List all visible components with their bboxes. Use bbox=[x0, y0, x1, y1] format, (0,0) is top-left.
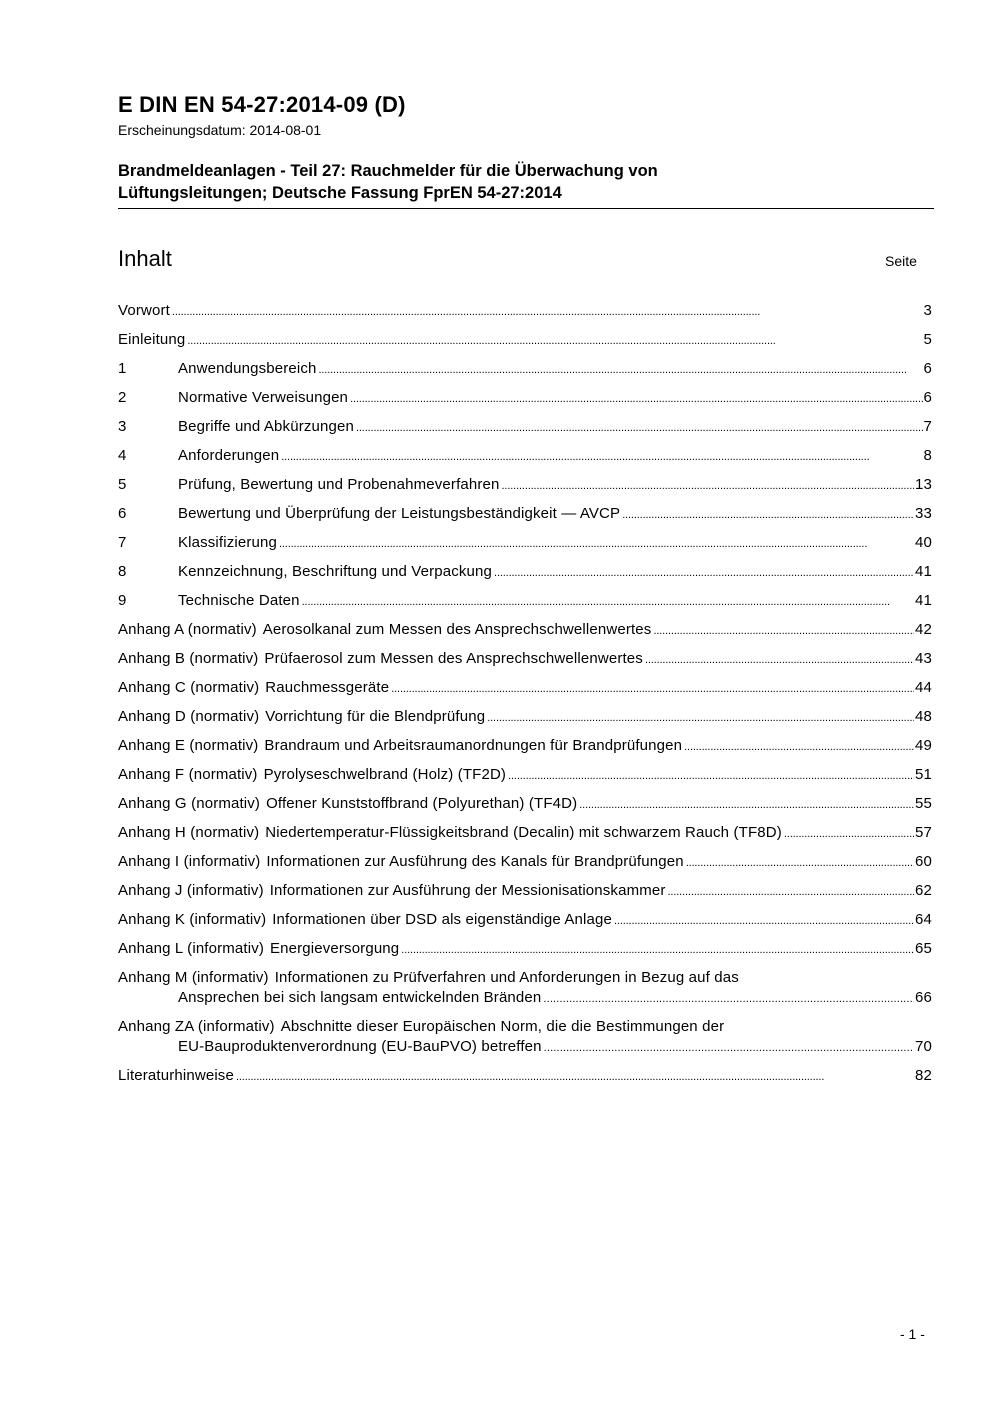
toc-entry-continuation[interactable] bbox=[118, 1037, 932, 1066]
toc-entry-text: Informationen zur Ausführung der Messionisationskammer bbox=[269, 882, 666, 899]
toc-entry-page: 64 bbox=[915, 911, 932, 928]
toc-annex-entry[interactable] bbox=[118, 823, 932, 852]
document-title-line-2: Lüftungsleitungen; Deutsche Fassung FprEN 54-27:2014 bbox=[118, 184, 562, 202]
toc-entry-text: Normative Verweisungen bbox=[178, 389, 349, 406]
toc-entry-text: Informationen zu Prüfverfahren und Anforderungen in Bezug auf das bbox=[274, 969, 739, 986]
annex-label: Anhang B (normativ) bbox=[118, 650, 259, 667]
toc-entry-text: Offener Kunststoffbrand (Polyurethan) (TF4D) bbox=[266, 795, 578, 812]
toc-entry[interactable] bbox=[118, 388, 932, 417]
toc-entry-text: Rauchmessgeräte bbox=[265, 679, 390, 696]
toc-entry-page: 44 bbox=[915, 679, 932, 696]
annex-label: Anhang D (normativ) bbox=[118, 708, 260, 725]
toc-entry-text: Kennzeichnung, Beschriftung und Verpackung bbox=[178, 563, 493, 580]
toc-entry-page: 49 bbox=[915, 737, 932, 754]
annex-label: Anhang F (normativ) bbox=[118, 766, 258, 783]
toc-annex-entry[interactable] bbox=[118, 649, 932, 678]
toc-entry-text: Technische Daten bbox=[178, 592, 300, 609]
document-title-line-1: Brandmeldeanlagen - Teil 27: Rauchmelder für die Überwachung von bbox=[118, 162, 658, 180]
dot-leader bbox=[318, 359, 922, 380]
toc-heading: Inhalt bbox=[118, 246, 172, 271]
dot-leader bbox=[686, 852, 914, 873]
toc-entry[interactable] bbox=[118, 301, 932, 330]
dot-leader bbox=[579, 794, 914, 815]
annex-label: Anhang H (normativ) bbox=[118, 824, 260, 841]
dot-leader bbox=[614, 910, 914, 931]
dot-leader bbox=[302, 591, 914, 612]
toc-entry[interactable] bbox=[118, 446, 932, 475]
toc-annex-entry[interactable] bbox=[118, 939, 932, 968]
annex-label: Anhang C (normativ) bbox=[118, 679, 260, 696]
toc-entry-text: Anwendungsbereich bbox=[178, 360, 317, 377]
toc-entry-page: 48 bbox=[915, 708, 932, 725]
toc-entry-page: 3 bbox=[923, 302, 932, 319]
toc-entry-page: 43 bbox=[915, 650, 932, 667]
toc-entry-text: Informationen über DSD als eigenständige Anlage bbox=[272, 911, 612, 928]
toc-entry[interactable] bbox=[118, 359, 932, 388]
dot-leader bbox=[401, 939, 914, 960]
dot-leader bbox=[544, 1037, 914, 1058]
toc-entry-page: 62 bbox=[915, 882, 932, 899]
toc-annex-entry[interactable] bbox=[118, 852, 932, 881]
toc-entry-page: 82 bbox=[915, 1067, 932, 1084]
toc-entry-page: 60 bbox=[915, 853, 932, 870]
toc-entry[interactable] bbox=[118, 533, 932, 562]
toc-entry-page: 65 bbox=[915, 940, 932, 957]
dot-leader bbox=[645, 649, 914, 670]
toc-entry-text: Literaturhinweise bbox=[118, 1067, 234, 1084]
toc-entry-page: 13 bbox=[915, 476, 932, 493]
toc-annex-entry-m[interactable] bbox=[118, 968, 932, 988]
toc-annex-entry[interactable] bbox=[118, 620, 932, 649]
annex-label: Anhang I (informativ) bbox=[118, 853, 261, 870]
toc-entry-page: 70 bbox=[915, 1038, 932, 1055]
publication-date: Erscheinungsdatum: 2014-08-01 bbox=[118, 122, 322, 138]
toc-entry-text: Brandraum und Arbeitsraumanordnungen für Brandprüfungen bbox=[264, 737, 683, 754]
toc-entry-page: 42 bbox=[915, 621, 932, 638]
toc-entry[interactable] bbox=[118, 504, 932, 533]
dot-leader bbox=[281, 446, 922, 467]
toc-entry-number: 1 bbox=[118, 360, 127, 377]
annex-label: Anhang J (informativ) bbox=[118, 882, 264, 899]
document-id: E DIN EN 54-27:2014-09 (D) bbox=[118, 92, 406, 117]
toc-entry-page: 41 bbox=[915, 592, 932, 609]
toc-entry-page: 57 bbox=[915, 824, 932, 841]
toc-entry-number: 2 bbox=[118, 389, 127, 406]
toc-entry-text: Aerosolkanal zum Messen des Ansprechschwellenwertes bbox=[262, 621, 652, 638]
dot-leader bbox=[502, 475, 914, 496]
toc-entry-page: 66 bbox=[915, 989, 932, 1006]
dot-leader bbox=[543, 988, 914, 1009]
dot-leader bbox=[356, 417, 923, 438]
dot-leader bbox=[187, 330, 922, 351]
table-of-contents bbox=[118, 301, 932, 1095]
toc-annex-entry-za[interactable] bbox=[118, 1017, 932, 1037]
annex-label: Anhang L (informativ) bbox=[118, 940, 264, 957]
toc-entry-text: Niedertemperatur-Flüssigkeitsbrand (Decalin) mit schwarzem Rauch (TF8D) bbox=[265, 824, 782, 841]
toc-entry-text: Ansprechen bei sich langsam entwickelnden Bränden bbox=[178, 989, 542, 1006]
toc-entry-text: Energieversorgung bbox=[270, 940, 400, 957]
toc-entry-page: 41 bbox=[915, 563, 932, 580]
annex-label: Anhang M (informativ) bbox=[118, 969, 269, 986]
toc-entry[interactable] bbox=[118, 591, 932, 620]
toc-annex-entry[interactable] bbox=[118, 736, 932, 765]
annex-label: Anhang G (normativ) bbox=[118, 795, 261, 812]
toc-entry-page: 7 bbox=[923, 418, 932, 435]
toc-entry-text: Prüfung, Bewertung und Probenahmeverfahren bbox=[178, 476, 500, 493]
toc-entry-text: Einleitung bbox=[118, 331, 186, 348]
toc-entry-number: 4 bbox=[118, 447, 127, 464]
annex-label: Anhang A (normativ) bbox=[118, 621, 257, 638]
page-number: - 1 - bbox=[900, 1326, 925, 1342]
dot-leader bbox=[622, 504, 914, 525]
toc-entry-continuation[interactable] bbox=[118, 988, 932, 1017]
toc-entry-page: 5 bbox=[923, 331, 932, 348]
toc-entry-text: Pyrolyseschwelbrand (Holz) (TF2D) bbox=[263, 766, 507, 783]
toc-entry-text: Abschnitte dieser Europäischen Norm, die die Bestimmungen der bbox=[280, 1018, 725, 1035]
annex-label: Anhang E (normativ) bbox=[118, 737, 259, 754]
toc-annex-entry[interactable] bbox=[118, 910, 932, 939]
toc-entry-page: 33 bbox=[915, 505, 932, 522]
toc-entry-page: 6 bbox=[923, 389, 932, 406]
toc-entry-page: 51 bbox=[915, 766, 932, 783]
toc-entry-number: 6 bbox=[118, 505, 127, 522]
dot-leader bbox=[784, 823, 914, 844]
toc-entry-text: EU-Bauproduktenverordnung (EU-BauPVO) betreffen bbox=[178, 1038, 542, 1055]
toc-entry-page: 55 bbox=[915, 795, 932, 812]
toc-entry-number: 5 bbox=[118, 476, 127, 493]
dot-leader bbox=[494, 562, 914, 583]
toc-entry-number: 3 bbox=[118, 418, 127, 435]
annex-label: Anhang K (informativ) bbox=[118, 911, 267, 928]
dot-leader bbox=[350, 388, 922, 409]
annex-label: Anhang ZA (informativ) bbox=[118, 1018, 275, 1035]
toc-entry-text: Vorwort bbox=[118, 302, 170, 319]
toc-entry[interactable] bbox=[118, 562, 932, 591]
toc-annex-entry[interactable] bbox=[118, 794, 932, 823]
dot-leader bbox=[487, 707, 914, 728]
toc-entry-text: Prüfaerosol zum Messen des Ansprechschwellenwertes bbox=[264, 650, 643, 667]
toc-annex-entry[interactable] bbox=[118, 881, 932, 910]
toc-annex-entry[interactable] bbox=[118, 765, 932, 794]
toc-entry[interactable] bbox=[118, 475, 932, 504]
toc-entry[interactable] bbox=[118, 417, 932, 446]
toc-entry-page: 6 bbox=[923, 360, 932, 377]
dot-leader bbox=[236, 1066, 914, 1087]
dot-leader bbox=[684, 736, 914, 757]
toc-entry-page: 8 bbox=[923, 447, 932, 464]
toc-entry-number: 7 bbox=[118, 534, 127, 551]
toc-entry-text: Informationen zur Ausführung des Kanals für Brandprüfungen bbox=[266, 853, 684, 870]
toc-entry-text: Begriffe und Abkürzungen bbox=[178, 418, 354, 435]
dot-leader bbox=[653, 620, 914, 641]
toc-entry-literature[interactable] bbox=[118, 1066, 932, 1095]
document-title bbox=[118, 160, 934, 209]
toc-entry-number: 9 bbox=[118, 592, 127, 609]
page-column-label: Seite bbox=[885, 253, 917, 269]
toc-entry-number: 8 bbox=[118, 563, 127, 580]
dot-leader bbox=[391, 678, 914, 699]
dot-leader bbox=[668, 881, 914, 902]
toc-entry[interactable] bbox=[118, 330, 932, 359]
toc-annex-entry[interactable] bbox=[118, 678, 932, 707]
toc-entry-text: Vorrichtung für die Blendprüfung bbox=[265, 708, 486, 725]
dot-leader bbox=[172, 301, 923, 322]
dot-leader bbox=[279, 533, 914, 554]
toc-entry-text: Anforderungen bbox=[178, 447, 280, 464]
toc-annex-entry[interactable] bbox=[118, 707, 932, 736]
toc-entry-text: Bewertung und Überprüfung der Leistungsbeständigkeit — AVCP bbox=[178, 505, 621, 522]
dot-leader bbox=[508, 765, 914, 786]
toc-entry-text: Klassifizierung bbox=[178, 534, 277, 551]
toc-entry-page: 40 bbox=[915, 534, 932, 551]
